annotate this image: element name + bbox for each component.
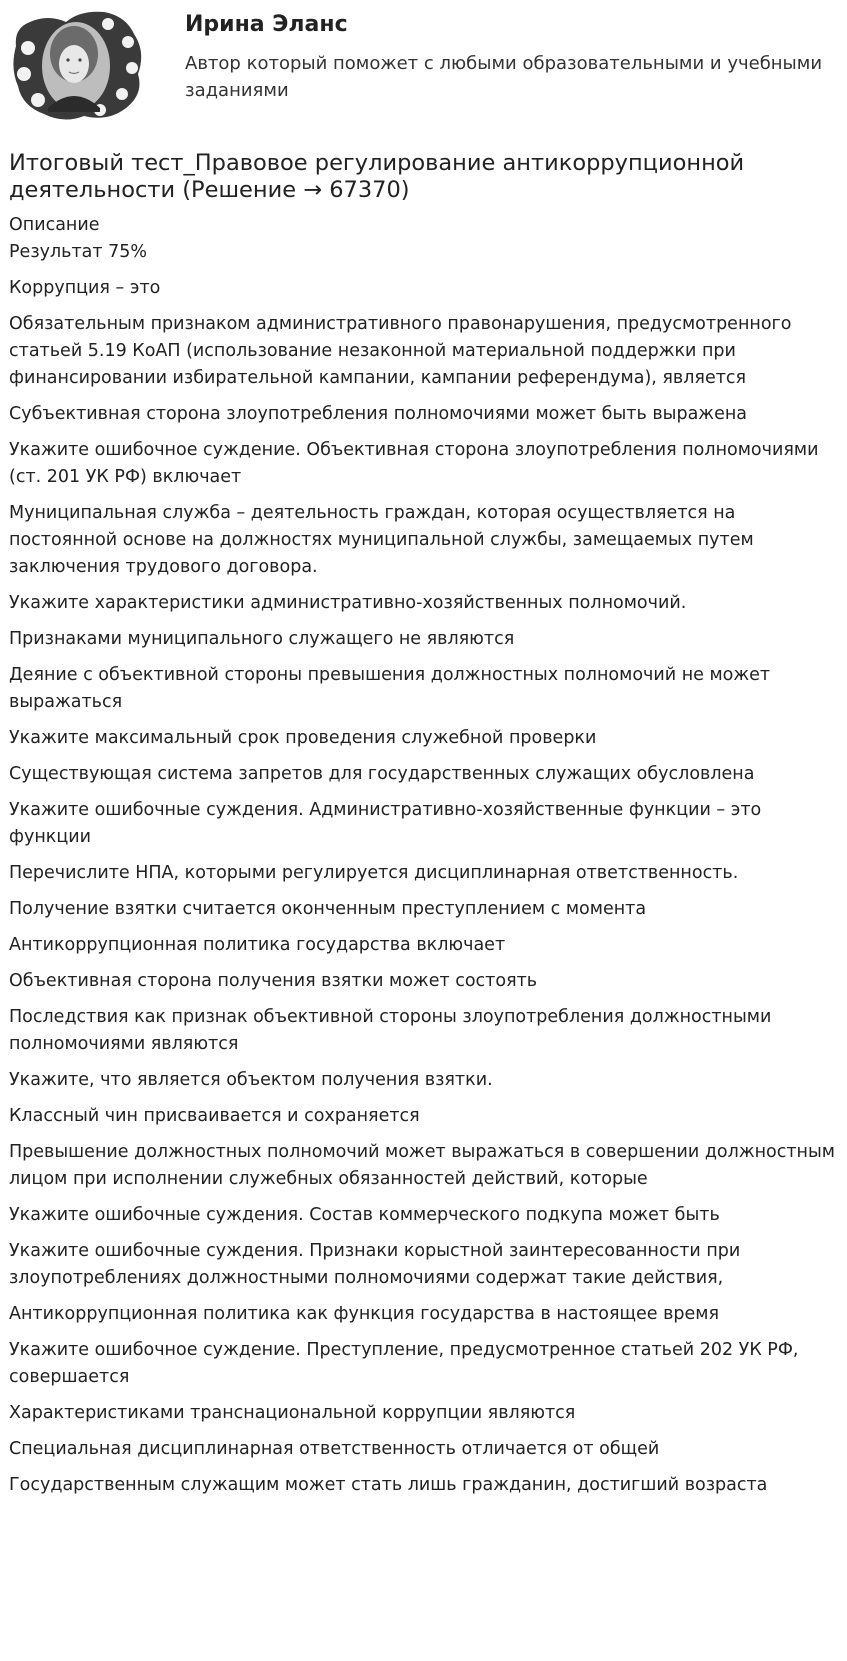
question-item: Деяние с объективной стороны превышения должностных полномочий не может выражаться bbox=[9, 665, 771, 712]
document-body bbox=[9, 150, 841, 1508]
question-item: Характеристиками транснациональной коррупции являются bbox=[9, 1403, 576, 1423]
question-item: Укажите максимальный срок проведения служебной проверки bbox=[9, 728, 597, 748]
question-item: Укажите, что является объектом получения взятки. bbox=[9, 1070, 493, 1090]
question-item: Существующая система запретов для государственных служащих обусловлена bbox=[9, 764, 755, 784]
question-item: Объективная сторона получения взятки может состоять bbox=[9, 971, 538, 991]
question-item: Признаками муниципального служащего не являются bbox=[9, 629, 515, 649]
question-item: Получение взятки считается оконченным преступлением с момента bbox=[9, 899, 647, 919]
author-description: Автор который поможет с любыми образовательными и учебными заданиями bbox=[185, 53, 823, 101]
question-item: Укажите ошибочное суждение. Объективная сторона злоупотребления полномочиями (ст. 201 УК РФ) включает bbox=[9, 440, 819, 487]
question-item: Специальная дисциплинарная ответственность отличается от общей bbox=[9, 1439, 660, 1459]
description-label: Описание bbox=[9, 215, 100, 235]
author-name: Ирина Эланс bbox=[185, 12, 348, 37]
question-item: Обязательным признаком административного правонарушения, предусмотренного статьей 5.19 КоАП (использование незаконной материальной поддержки при финансировании избирательной кампании, кампании референдума), является bbox=[9, 314, 792, 388]
question-item: Укажите характеристики административно-хозяйственных полномочий. bbox=[9, 593, 687, 613]
question-item: Укажите ошибочные суждения. Признаки корыстной заинтересованности при злоупотреблениях должностными полномочиями содержат такие действия, bbox=[9, 1241, 741, 1288]
question-item: Государственным служащим может стать лишь гражданин, достигший возраста bbox=[9, 1475, 768, 1495]
question-item: Последствия как признак объективной стороны злоупотребления должностными полномочиями являются bbox=[9, 1007, 772, 1054]
result-text: Результат 75% bbox=[9, 242, 148, 262]
question-list bbox=[9, 275, 841, 1499]
question-item: Коррупция – это bbox=[9, 278, 161, 298]
page-title: Итоговый тест_Правовое регулирование антикоррупционной деятельности (Решение → 67370) bbox=[9, 150, 745, 203]
author-avatar bbox=[8, 8, 148, 124]
question-item: Перечислите НПА, которыми регулируется дисциплинарная ответственность. bbox=[9, 863, 739, 883]
question-item: Антикоррупционная политика государства включает bbox=[9, 935, 506, 955]
question-item: Превышение должностных полномочий может выражаться в совершении должностным лицом при исполнении служебных обязанностей действий, которые bbox=[9, 1142, 836, 1189]
question-item: Субъективная сторона злоупотребления полномочиями может быть выражена bbox=[9, 404, 747, 424]
question-item: Классный чин присваивается и сохраняется bbox=[9, 1106, 420, 1126]
question-item: Муниципальная служба – деятельность граждан, которая осуществляется на постоянной основе на должностях муниципальной службы, замещаемых путем заключения трудового договора. bbox=[9, 503, 754, 577]
question-item: Укажите ошибочное суждение. Преступление, предусмотренное статьей 202 УК РФ, совершается bbox=[9, 1340, 799, 1387]
question-item: Укажите ошибочные суждения. Административно-хозяйственные функции – это функции bbox=[9, 800, 762, 847]
author-header bbox=[0, 0, 847, 130]
question-item: Антикоррупционная политика как функция государства в настоящее время bbox=[9, 1304, 720, 1324]
question-item: Укажите ошибочные суждения. Состав коммерческого подкупа может быть bbox=[9, 1205, 720, 1225]
